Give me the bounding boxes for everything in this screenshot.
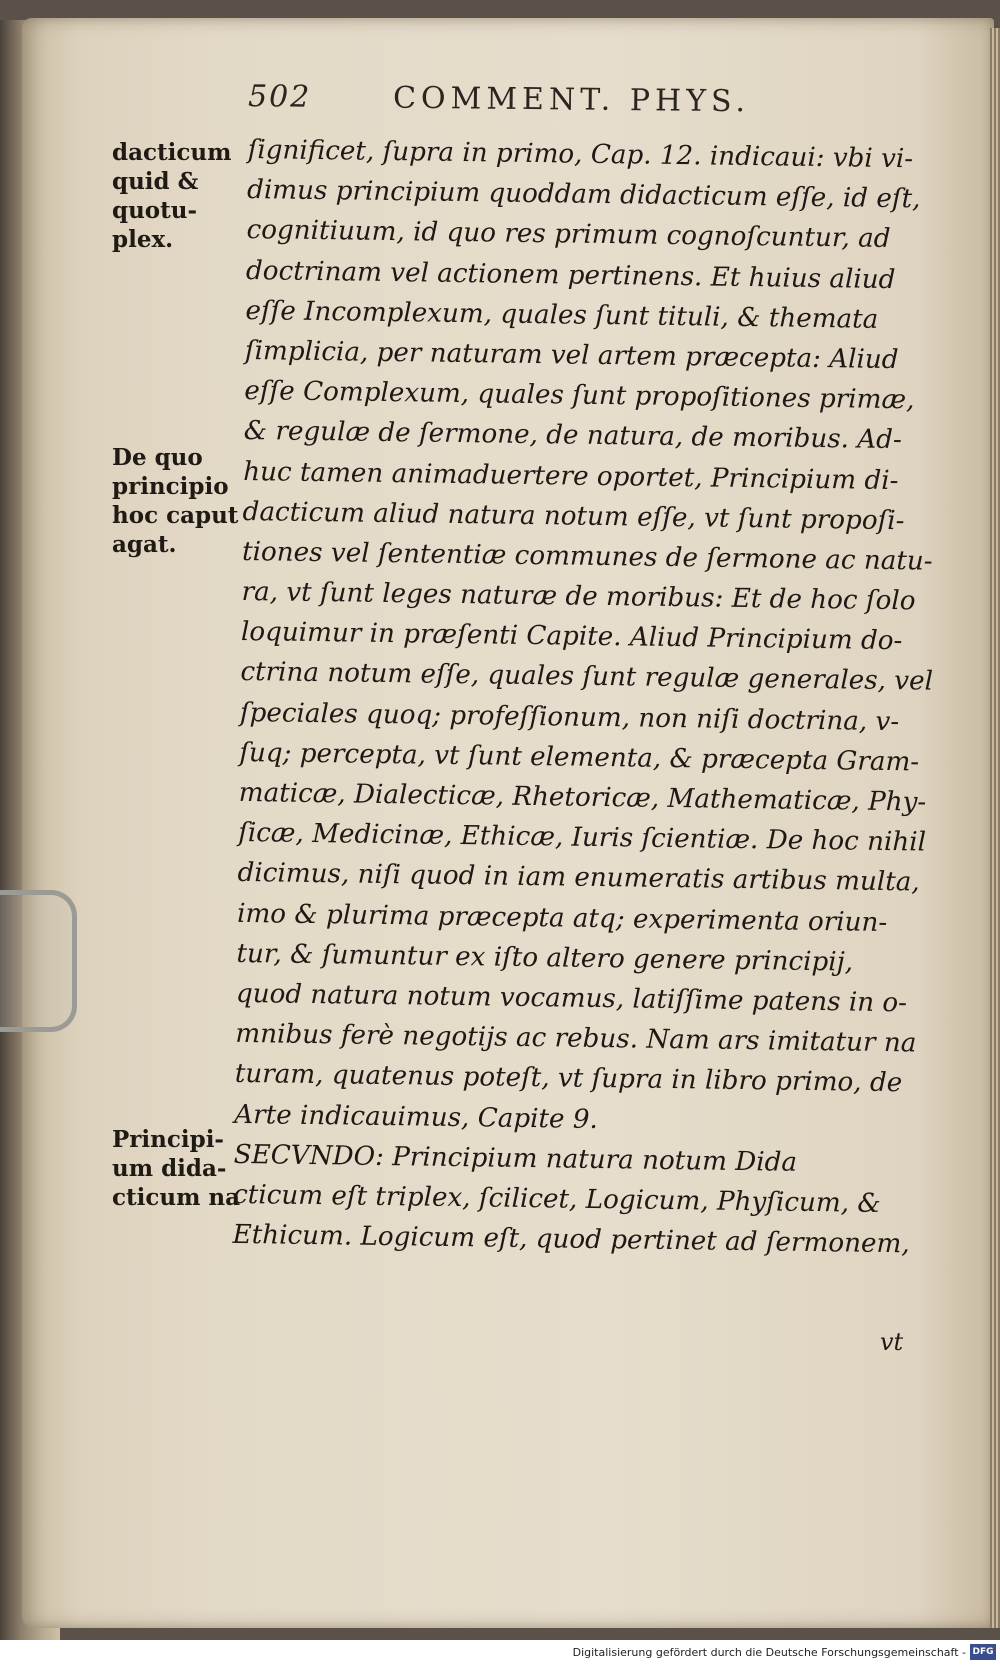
- marginal-note-line: De quo: [112, 444, 203, 471]
- marginal-note-1: [112, 138, 252, 254]
- text-line: ſicæ, Medicinæ, Ethicæ, Iuris ſcientiæ. De hoc nihil: [237, 818, 927, 858]
- text-line: eſſe Complexum, quales ſunt propoſitiones primæ,: [244, 376, 915, 416]
- running-title: COMMENT. PHYS.: [392, 80, 751, 120]
- marginal-note-line: plex.: [112, 226, 174, 253]
- text-line: eſſe Incomplexum, quales ſunt tituli, & themata: [245, 295, 879, 335]
- text-line: dicimus, niſi quod in iam enumeratis artibus multa,: [237, 858, 920, 898]
- text-line: ſuq; percepta, vt ſunt elementa, & præcepta Gram-: [239, 737, 920, 778]
- text-line: cticum eſt triplex, ſcilicet, Logicum, Phyſicum, &: [232, 1179, 881, 1219]
- text-line: dacticum aliud natura notum eſſe, vt ſunt propoſi-: [242, 496, 905, 536]
- text-line: tiones vel ſententiæ communes de ſermone ac natu-: [241, 536, 933, 577]
- footer-credit: Digitalisierung gefördert durch die Deutsche Forschungsgemeinschaft -: [572, 1646, 966, 1659]
- text-line: huc tamen animaduertere oportet, Principium di-: [243, 456, 899, 496]
- marginal-note-line: um dida-: [112, 1155, 227, 1182]
- text-line: doctrinam vel actionem pertinens. Et huius aliud: [245, 255, 896, 295]
- text-line: mnibus ferè negotijs ac rebus. Nam ars imitatur na: [235, 1019, 917, 1059]
- running-head: [248, 79, 808, 129]
- text-line: & regulæ de ſermone, de natura, de moribus. Ad-: [243, 416, 903, 456]
- text-line: ſpeciales quoq; profeſſionum, non niſi doctrina, v-: [239, 697, 900, 737]
- marginal-note-line: dacticum: [112, 139, 232, 166]
- text-line: ra, vt ſunt leges naturæ de moribus: Et de hoc ſolo: [241, 577, 916, 617]
- body-text: [232, 130, 934, 1265]
- marginal-note-3: [112, 1125, 252, 1212]
- text-line: maticæ, Dialecticæ, Rhetoricæ, Mathematicæ, Phy-: [238, 777, 927, 818]
- page-fore-edge: [990, 28, 1000, 1628]
- book-clasp: [0, 890, 77, 1032]
- footer-bar: [0, 1640, 1000, 1668]
- text-line: dimus principium quoddam didacticum eſſe, id eſt,: [246, 175, 921, 215]
- text-line: tur, & ſumuntur ex iſto altero genere principij,: [236, 938, 854, 978]
- marginal-note-line: cticum na: [112, 1184, 241, 1211]
- text-line: ſimplicia, per naturam vel artem præcepta: Aliud: [244, 335, 899, 376]
- marginal-note-line: Principi-: [112, 1126, 224, 1153]
- marginal-note-line: agat.: [112, 531, 177, 558]
- text-line: turam, quatenus poteſt, vt ſupra in libro primo, de: [234, 1059, 903, 1099]
- text-line: loquimur in præſenti Capite. Aliud Principium do-: [240, 617, 903, 657]
- text-line: cognitiuum, id quo res primum cognoſcuntur, ad: [246, 215, 891, 255]
- text-line: ctrina notum eſſe, quales ſunt regulæ generales, vel: [240, 657, 934, 698]
- marginal-note-line: principio: [112, 473, 229, 500]
- text-line: ſignificet, ſupra in primo, Cap. 12. indicaui: vbi vi-: [247, 134, 914, 175]
- text-line: Arte indicauimus, Capite 9.: [234, 1099, 599, 1135]
- dfg-logo: DFG: [970, 1644, 996, 1660]
- text-line: quod natura notum vocamus, latiſſime patens in o-: [235, 978, 908, 1019]
- catchword: vt: [880, 1328, 904, 1356]
- marginal-note-2: [112, 443, 252, 559]
- marginal-note-line: hoc caput: [112, 502, 239, 529]
- text-line: imo & plurima præcepta atq; experimenta oriun-: [236, 898, 888, 938]
- text-line: Ethicum. Logicum eſt, quod pertinet ad ſermonem,: [232, 1219, 910, 1260]
- marginal-note-line: quotu-: [112, 197, 198, 224]
- marginal-note-line: quid &: [112, 168, 199, 195]
- folio-number: 502: [247, 79, 312, 115]
- text-line: SECVNDO: Principium natura notum Dida: [233, 1139, 798, 1178]
